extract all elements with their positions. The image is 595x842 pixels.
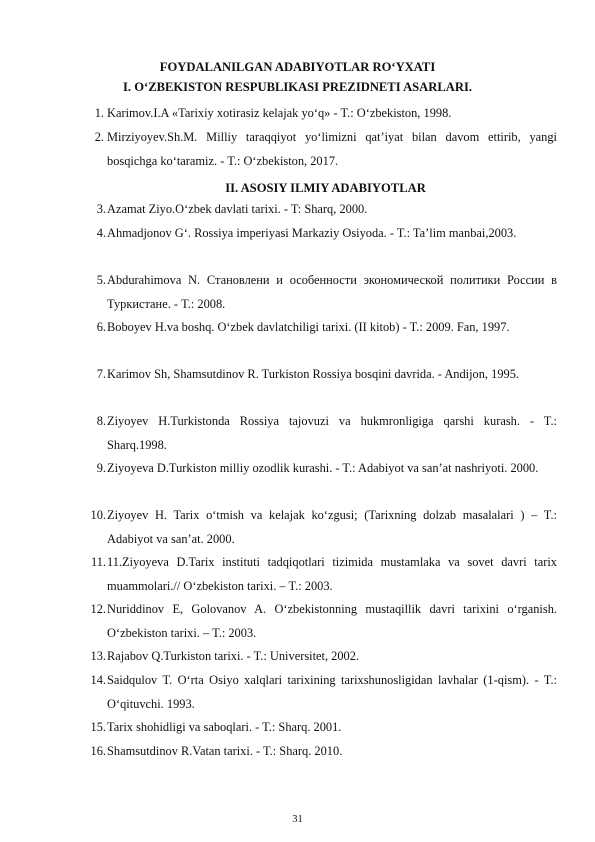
reference-number: 10. [90, 508, 106, 522]
reference-number: 16. [90, 744, 106, 758]
reference-text: Ziyoyev H.Turkistonda Rossiya tajovuzi va hukmronligiga qarshi kurash. - T.: Sharq.1998. [107, 414, 557, 452]
reference-number: 2. [94, 130, 104, 144]
reference-number: 13. [90, 649, 106, 663]
reference-number: 7. [96, 367, 106, 381]
reference-text: Abdurahimova N. Становлени и особенности экономической политики России в Туркистане. - T.: 2008. [107, 273, 557, 311]
reference-number: 3. [96, 202, 106, 216]
section-2-heading: II. ASOSIY ILMIY ADABIYOTLAR [225, 181, 426, 195]
reference-text: Tarix shohidligi va saboqlari. - T.: Sharq. 2001. [107, 720, 342, 734]
reference-text: Ahmadjonov G‘. Rossiya imperiyasi Markaziy Osiyoda. - T.: Ta’lim manbai,2003. [107, 226, 517, 240]
reference-number: 1. [94, 106, 104, 120]
section-1-heading: I. O‘ZBEKISTON RESPUBLIKASI PREZIDNETI ASARLARI. [123, 80, 472, 94]
reference-text: Saidqulov T. O‘rta Osiyo xalqlari tarixining tarixshunosligidan lavhalar (1-qism). - T.: O‘qituvchi. 1993. [107, 673, 557, 711]
reference-text: Ziyoyeva D.Turkiston milliy ozodlik kurashi. - T.: Adabiyot va san’at nashriyoti. 2000. [107, 461, 539, 475]
reference-text: Karimov Sh, Shamsutdinov R. Turkiston Rossiya bosqini davrida. - Andijon, 1995. [107, 367, 520, 381]
reference-text: Shamsutdinov R.Vatan tarixi. - T.: Sharq. 2010. [107, 744, 343, 758]
reference-text: Azamat Ziyo.O‘zbek davlati tarixi. - T: Sharq, 2000. [107, 202, 368, 216]
reference-text: Boboyev H.va boshq. O‘zbek davlatchiligi tarixi. (II kitob) - T.: 2009. Fan, 1997. [107, 320, 510, 334]
reference-text: Karimov.I.A «Tarixiy xotirasiz kelajak yo‘q» - T.: O‘zbekiston, 1998. [107, 106, 452, 120]
page-number: 31 [292, 814, 303, 825]
bibliography-title: FOYDALANILGAN ADABIYOTLAR RO‘YXATI [159, 60, 436, 74]
reference-text: Mirziyoyev.Sh.M. Milliy taraqqiyot yo‘limizni qat’iyat bilan davom ettirib, yangi bosqichga ko‘taramiz. - T.: O‘zbekiston, 2017. [107, 130, 557, 168]
reference-number: 8. [96, 414, 106, 428]
reference-text: Nuriddinov E, Golovanov A. O‘zbekistonning mustaqillik davri tarixini o‘rganish. O‘zbekiston tarixi. – T.: 2003. [107, 602, 557, 640]
reference-text: 11.Ziyoyeva D.Tarix instituti tadqiqotlari tizimida mustamlaka va sovet davri tarix muammolari.// O‘zbekiston tarixi. – T.: 2003. [107, 555, 557, 593]
reference-number: 14. [90, 673, 106, 687]
reference-text: Rajabov Q.Turkiston tarixi. - T.: Universitet, 2002. [107, 649, 360, 663]
reference-number: 4. [96, 226, 106, 240]
reference-number: 11. [90, 555, 106, 569]
reference-number: 6. [96, 320, 106, 334]
reference-number: 15. [90, 720, 106, 734]
reference-number: 9. [96, 461, 106, 475]
reference-number: 12. [90, 602, 106, 616]
reference-text: Ziyoyev H. Tarix o‘tmish va kelajak ko‘zgusi; (Tarixning dolzab masalalari ) – T.: Adabiyot va san’at. 2000. [107, 508, 557, 546]
reference-number: 5. [96, 273, 106, 287]
